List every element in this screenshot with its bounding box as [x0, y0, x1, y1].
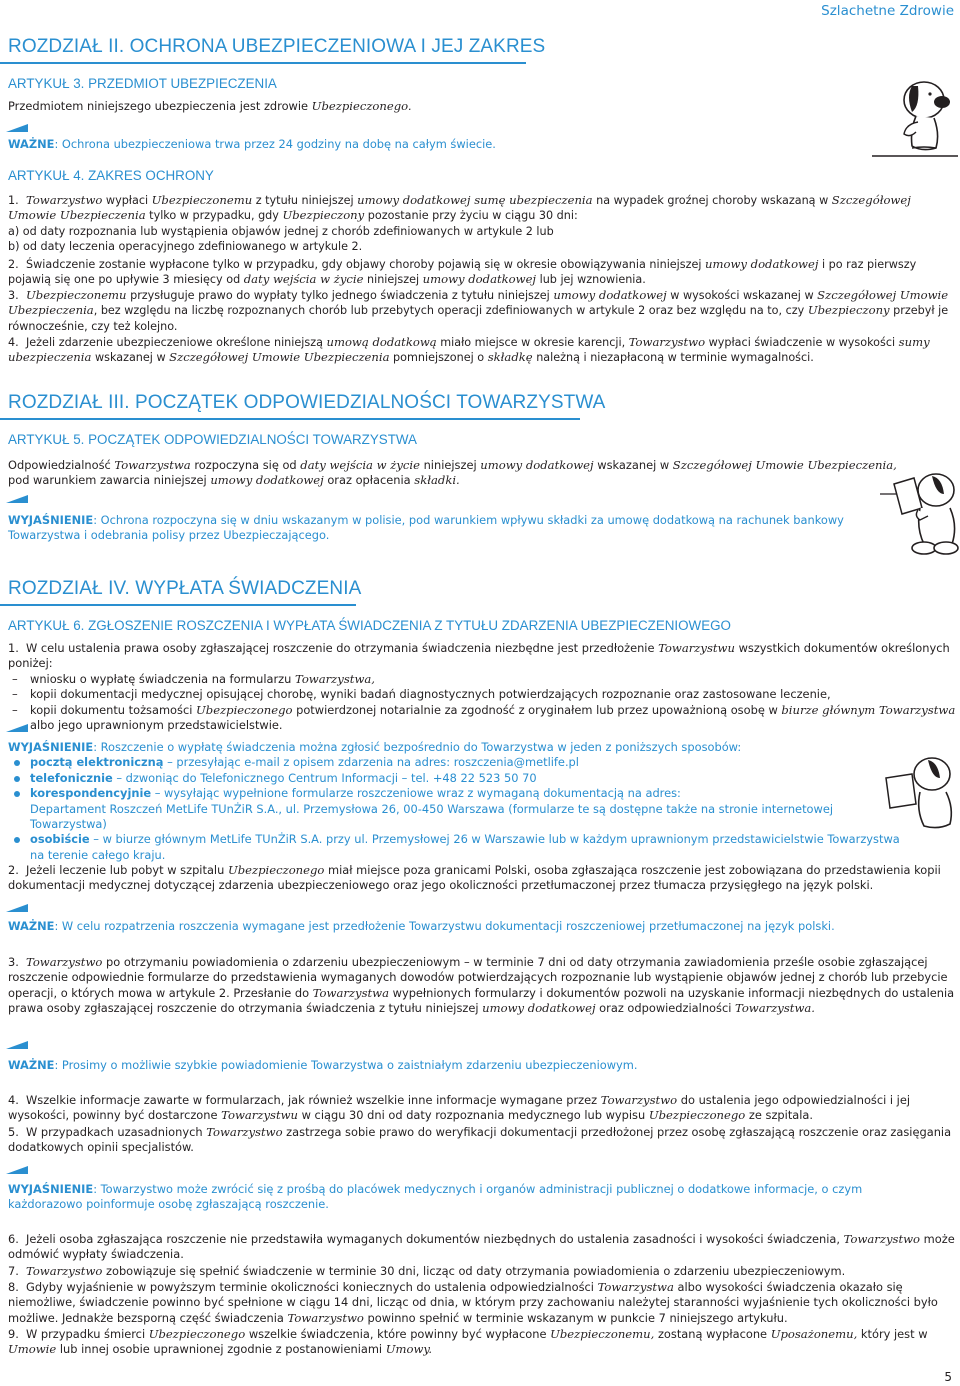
- article-6-point-1: 1. W celu ustalenia prawa osoby zgłaszającej roszczenie do otrzymania świadczenia niezbędne jest przedłożenie Towarzystwu wszystkich dokumentów określonych poniżej: – wniosku o wypłatę świadczenia na formularzu Towarzystwa, – kopii dokumentacji medycznej opisującej chorobę, wyniki badań diagnostycznych potwierdzających rozpoznanie oraz zastosowane leczenie, – kopii dokumentu tożsamości Ubezpieczonego potwierdzonej notarialnie za zgodność z oryginałem lub przez upoważnioną osobę w biurze głównym Towarzystwa albo jego uprawnionym przedstawicielstwie.: [8, 641, 956, 733]
- article-6-point-9: 9. W przypadku śmierci Ubezpieczonego wszelkie świadczenia, które powinny być wypłacone Ubezpieczonemu, zostaną wypłacone Uposażonemu, który jest w Umowie lub innej osobie uprawnionej zgodnie z postanowieniami Umowy.: [8, 1327, 928, 1357]
- article-4-point-2: 2. Świadczenie zostanie wypłacone tylko w przypadku, gdy objawy choroby pojawią się w okresie obowiązywania niniejszej umowy dodatkowej i po raz pierwszy pojawią się one po upływie 3 miesięcy od daty wejścia w życie niniejszej umowy dodatkowej lub jej wznowienia.: [8, 257, 917, 287]
- note-corner-icon: [6, 904, 28, 912]
- chapter-4-title: ROZDZIAŁ IV. WYPŁATA ŚWIADCZENIA: [8, 578, 362, 599]
- important-note-2: WAŻNE: W celu rozpatrzenia roszczenia wymagane jest przedłożenie Towarzystwu dokumentacji roszczeniowej przetłumaczonej na język polski.: [8, 919, 835, 933]
- note-corner-icon: [6, 1041, 28, 1049]
- explanation-corner-icon: [6, 1166, 28, 1174]
- article-6-title: ARTYKUŁ 6. ZGŁOSZENIE ROSZCZENIA I WYPŁATA ŚWIADCZENIA Z TYTUŁU ZDARZENIA UBEZPIECZENIOWEGO: [8, 618, 731, 633]
- page-number: 5: [944, 1370, 952, 1384]
- article-6-point-2: 2. Jeżeli leczenie lub pobyt w szpitalu Ubezpieczonego miał miejsce poza granicami Polski, osoba zgłaszająca roszczenie jest zobowiązana do przedstawienia kopii dokumentacji medycznej dotyczącej zdarzenia ubezpieczeniowego oraz jego okoliczności przetłumaczonej przez tłumacza przysięgłego na język polski.: [8, 863, 941, 893]
- article-3-title: ARTYKUŁ 3. PRZEDMIOT UBEZPIECZENIA: [8, 76, 277, 91]
- article-4-point-1: 1. Towarzystwo wypłaci Ubezpieczonemu z tytułu niniejszej umowy dodatkowej sumę ubezpieczenia na wypadek groźnej choroby wskazaną w Szczegółowej Umowie Ubezpieczenia tylko w przypadku, gdy Ubezpieczony pozostanie przy życiu w ciągu 30 dni: a) od daty rozpoznania lub wystąpienia objawów jednej z chorób zdefiniowanych w artykule 2 lub b) od daty leczenia operacyjnego zdefiniowanego w artykule 2.: [8, 193, 911, 254]
- article-4-point-3: 3. Ubezpieczonemu przysługuje prawo do wypłaty tylko jednego świadczenia z tytułu niniejszej umowy dodatkowej w wysokości wskazanej w Szczegółowej Umowie Ubezpieczenia, bez względu na liczbę rozpoznanych chorób lub przebytych operacji zdefiniowanych w artykule 2 oraz bez względu na to, czy Ubezpieczony przebył je równocześnie, czy też kolejno.: [8, 288, 949, 333]
- article-6-point-6: 6. Jeżeli osoba zgłaszająca roszczenie nie przedstawiła wymaganych dokumentów niezbędnych do ustalenia zasadności i wysokości świadczenia, Towarzystwo może odmówić wypłaty świadczenia.: [8, 1232, 955, 1262]
- important-note-3: WAŻNE: Prosimy o możliwie szybkie powiadomienie Towarzystwa o zaistniałym zdarzeniu ubezpieczeniowym.: [8, 1058, 638, 1072]
- snoopy-reading-icon: [880, 456, 960, 556]
- explanation-corner-icon: [6, 495, 28, 503]
- article-6-point-3: 3. Towarzystwo po otrzymaniu powiadomienia o zdarzeniu ubezpieczeniowym – w terminie 7 dni od daty otrzymania zawiadomienia prześle osobie zgłaszającej roszczenie odpowiednie formularze do przedstawienia wymaganych dowodów potwierdzających rozpoznanie lub wystąpienie objawów jednej z chorób lub przebycie operacji, o których mowa w artykule 2. Przesłanie do Towarzystwa wypełnionych formularzy i dokumentów pozwoli na uzyskanie informacji niezbędnych do ustalenia prawa osoby zgłaszającej roszczenie do otrzymania świadczenia z tytułu niniejszej umowy dodatkowej oraz odpowiedzialności Towarzystwa.: [8, 955, 955, 1016]
- article-6-point-8: 8. Gdyby wyjaśnienie w powyższym terminie okoliczności koniecznych do ustalenia odpowiedzialności Towarzystwa albo wysokości świadczenia okazało się niemożliwe, świadczenie powinno być spełnione w ciągu 14 dni, licząc od dnia, w którym przy zachowaniu należytej staranności wyjaśnienie tych okoliczności było możliwe. Jednakże bezsporną część świadczenia Towarzystwo powinno spełnić w terminie wskazanym w punkcie 7 niniejszego artykułu.: [8, 1280, 938, 1325]
- document-series-label: Szlachetne Zdrowie: [821, 3, 954, 19]
- article-5-text: Odpowiedzialność Towarzystwa rozpoczyna się od daty wejścia w życie niniejszej umowy dodatkowej wskazanej w Szczegółowej Umowie Ubezpieczenia, pod warunkiem zawarcia niniejszej umowy dodatkowej oraz opłacenia składki.: [8, 458, 897, 488]
- article-4-title: ARTYKUŁ 4. ZAKRES OCHRONY: [8, 168, 214, 183]
- important-note: WAŻNE: Ochrona ubezpieczeniowa trwa przez 24 godziny na dobę na całym świecie.: [8, 137, 496, 151]
- explanation-corner-icon: [6, 724, 28, 732]
- article-5-title: ARTYKUŁ 5. POCZĄTEK ODPOWIEDZIALNOŚCI TOWARZYSTWA: [8, 432, 417, 447]
- article-4-point-4: 4. Jeżeli zdarzenie ubezpieczeniowe określone niniejszą umową dodatkową miało miejsce w okresie karencji, Towarzystwo wypłaci świadczenie w wysokości sumy ubezpieczenia wskazanej w Szczegółowej Umowie Ubezpieczenia pomniejszonej o składkę należną i niezapłaconą w terminie wymagalności.: [8, 335, 930, 365]
- note-corner-icon: [6, 124, 28, 132]
- explanation-note-2: WYJAŚNIENIE: Roszczenie o wypłatę świadczenia można zgłosić bezpośrednio do Towarzystwa w jeden z poniższych sposobów: pocztą elektroniczną – przesyłając e-mail z opisem zdarzenia na adres: roszczenia@metlife.pl telefonicznie – dzwoniąc do Telefonicznego Centrum Informacji – tel. +48 22 523 50 70 korespondencyjnie – wysyłając wypełnione formularze roszczeniowe wraz z wymaganą dokumentacją na adres: Departament Roszczeń MetLife TUnŻiR S.A., ul. Przemysłowa 26, 00-450 Warszawa (formularze te są dostępne także na stronie internetowej Towarzystwa) osobiście – w biurze głównym MetLife TUnŻiR S.A. przy ul. Przemysłowej 26 w Warszawie lub w każdym uprawnionym przedstawicielstwie Towarzystwa na terenie całego kraju.: [8, 740, 908, 863]
- chapter-4-rule: [0, 604, 356, 606]
- explanation-note-3: WYJAŚNIENIE: Towarzystwo może zwrócić się z prośbą do placówek medycznych i organów administracji publicznej o dodatkowe informacje, o czym każdorazowo poinformuje osobę zgłaszającą roszczenie.: [8, 1182, 863, 1212]
- article-3-text: Przedmiotem niniejszego ubezpieczenia jest zdrowie Ubezpieczonego.: [8, 99, 412, 113]
- article-6-point-7: 7. Towarzystwo zobowiązuje się spełnić świadczenie w terminie 30 dni, licząc od daty otrzymania powiadomienia o zdarzeniu ubezpieczeniowym.: [8, 1264, 846, 1278]
- snoopy-document-icon: [884, 752, 956, 832]
- snoopy-thinking-icon: [872, 72, 958, 160]
- chapter-3-title: ROZDZIAŁ III. POCZĄTEK ODPOWIEDZIALNOŚCI TOWARZYSTWA: [8, 392, 606, 413]
- chapter-2-rule: [0, 62, 526, 64]
- chapter-3-rule: [0, 418, 580, 420]
- chapter-2-title: ROZDZIAŁ II. OCHRONA UBEZPIECZENIOWA I JEJ ZAKRES: [8, 36, 546, 57]
- article-6-point-5: 5. W przypadkach uzasadnionych Towarzystwo zastrzega sobie prawo do weryfikacji dokumentacji przedłożonej przez osobę zgłaszającą roszczenie oraz zasięgania dodatkowych opinii specjalistów.: [8, 1125, 952, 1155]
- article-6-point-4: 4. Wszelkie informacje zawarte w formularzach, jak również wszelkie inne informacje wymagane przez Towarzystwo do ustalenia jego odpowiedzialności i jej wysokości, powinny być dostarczone Towarzystwu w ciągu 30 dni od daty rozpoznania medycznego lub wypisu Ubezpieczonego ze szpitala.: [8, 1093, 911, 1123]
- explanation-note-1: WYJAŚNIENIE: Ochrona rozpoczyna się w dniu wskazanym w polisie, pod warunkiem wpływu składki za umowę dodatkową na rachunek bankowy Towarzystwa i odebrania polisy przez Ubezpieczającego.: [8, 513, 844, 543]
